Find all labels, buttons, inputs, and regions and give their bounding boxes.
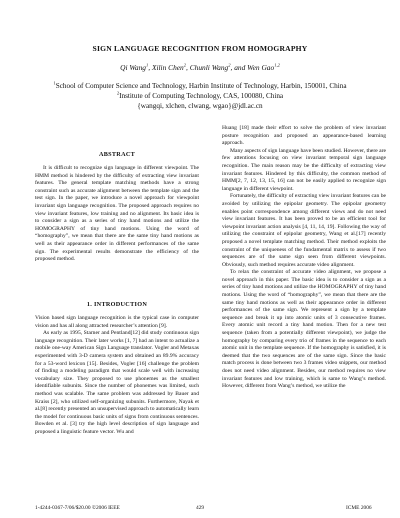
body-paragraph: To relax the constraint of accurate video alignment, we propose a novel approach in this paper. The basic idea is to consider a sign as a series of tiny hand motions and utilize the HOMOGRAPHY of tiny hand motions. Using the word of “homography”, we mean that there are the same tiny hand motions as well as their appearance order in different performances of the same sign. We represent a sign by a template sequence and break it up into atomic units of 3 consecutive frames. Every atomic unit record a tiny hand motion. Then for a new test sequence (taken from a potentially different viewpoint), we judge the homography by comparing every trio of frames in the sequence to each atomic unit in the template sequence. If the homography is satisfied, it is deemed that the two sequences are of the same sign. Since the basic match process is done between two 3 frames video snippets, our method does not need video alignment. Besides, our method requires no view invariant features and low training, which is same to Wang’s method. However, different from Wang’s method, we utilize the (222, 269, 386, 390)
author-affiliation-mark: 1 (145, 62, 149, 68)
affiliation-line (0, 82, 400, 92)
body-paragraph: As early as 1995, Starner and Pentland[12] did study continuous sign language recognition. Their later works [1, 7] had an intent to actualize a mobile one-way American Sign Language translator. Vogler and Metaxas experimented with 3-D camera system and obtained an 89.9% accuracy for a 53-word lexicon [15]. Besides, Vogler [16] challenge the problem of finding a modeling paradigm that would scale well with increasing vocabulary size. They proposed to use phonemes as the smallest identifiable subunits. Since the number of phonemes was limited, such method was scalable. The same problem was addressed by Bauer and Kraiss [2], who utilized self-organizing subunits. Furthermore, Nayak et al.[8] recently presented an unsupervised approach to automatically learn the model for continuous basic units of signs from continuous sentences. Bowden et al. [3] try the high level description of sign language and proposed a linguistic feature vector. Wu and (35, 330, 199, 435)
author-name: Chunli Wang (189, 63, 229, 72)
footer-copyright: 1-4244-0367-7/06/$20.00 ©2006 IEEE (35, 505, 120, 511)
abstract-paragraph: It is difficult to recognize sign language in different viewpoint. The HMM method is hindered by the difficulty of extracting view invariant features. The general template matching methods have a strong constraint such as accurate alignment between the template sign and the test sign. In the paper, we introduce a novel approach for viewpoint invariant sign language recognition. The proposed approach requires no view invariant features, low training and no alignment. Its basic idea is to consider a sign as a series of tiny hand motions and utilize the HOMOGRAPHY of tiny hand motions. Using the word of “homography”, we mean that there are the same tiny hand motions as well as their appearance order in different performances of the same sign. The experimental results demonstrate the efficiency of the proposed method. (35, 165, 199, 263)
body-paragraph: Vision based sign language recognition is the typical case in computer vision and has all along attracted researcher’s attention [9]. (35, 315, 199, 329)
footer-conference: ICME 2006 (346, 505, 372, 511)
affiliation-mark: 2 (116, 90, 120, 96)
author-emails: {wangqi, xlchen, clwang, wgao}@jdl.ac.cn (137, 102, 263, 110)
body-paragraph: Many aspects of sign language have been studied. However, there are few attentions focusing on view invariant temporal sign language recognition. The main reason may be the difficulty of extracting view invariant features. Hindered by this difficulty, the common method of HMM[2, 7, 12, 13, 15, 16] can not be easily applied to recognize sign language in different viewpoint. (222, 147, 386, 192)
body-paragraph: Huang [18] made their effort to solve the problem of view invariant posture recognition and proposed an appearance-based learning approach. (222, 125, 386, 147)
author-name: Qi Wang (120, 63, 146, 72)
abstract-heading: ABSTRACT (98, 151, 136, 158)
introduction-body (35, 315, 199, 437)
right-column-body (222, 125, 386, 391)
author-name: Wen Gao (247, 63, 275, 72)
footer-page-number: 429 (196, 505, 205, 511)
body-paragraph: Fortunately, the difficulty of extracting view invariant features can be avoided by utilizing the epipolar geometry. The epipolar geometry enables point correspondence among different views and do not need view invariant features. It has been proved to be an efficient tool for viewpoint invariant action analysis [4, 11, 14, 19]. Following the way of utilizing the constraint of epipolar geometry, Wang et al.[17] recently proposed a novel template matching method. Their method exploits the constraint of the uniqueness of the fundamental matrix to assess if two sequences are of the same sign seen from different viewpoints. Obviously, such method requires accurate video alignment. (222, 193, 386, 268)
paper-title: SIGN LANGUAGE RECOGNITION FROM HOMOGRAPHY (92, 44, 308, 53)
author-list (0, 63, 400, 72)
affiliation-text: School of Computer Science and Technology, Harbin Institute of Technology, Harbin, 150001, China (55, 82, 347, 90)
author-name: Xilin Chen (151, 63, 184, 72)
affiliation-line (0, 92, 400, 102)
author-affiliation-mark: 1,2 (274, 62, 280, 68)
author-separator: , (148, 63, 152, 72)
abstract-body (35, 165, 199, 264)
affiliation-text: Institute of Computing Technology, CAS, 100080, China (119, 92, 284, 100)
affiliation-mark: 1 (53, 80, 56, 86)
author-separator: , and (230, 63, 248, 72)
author-affiliation-mark: 2 (183, 62, 187, 68)
introduction-heading: 1. INTRODUCTION (86, 301, 148, 308)
author-affiliation-mark: 2 (228, 62, 231, 68)
author-separator: , (186, 63, 190, 72)
